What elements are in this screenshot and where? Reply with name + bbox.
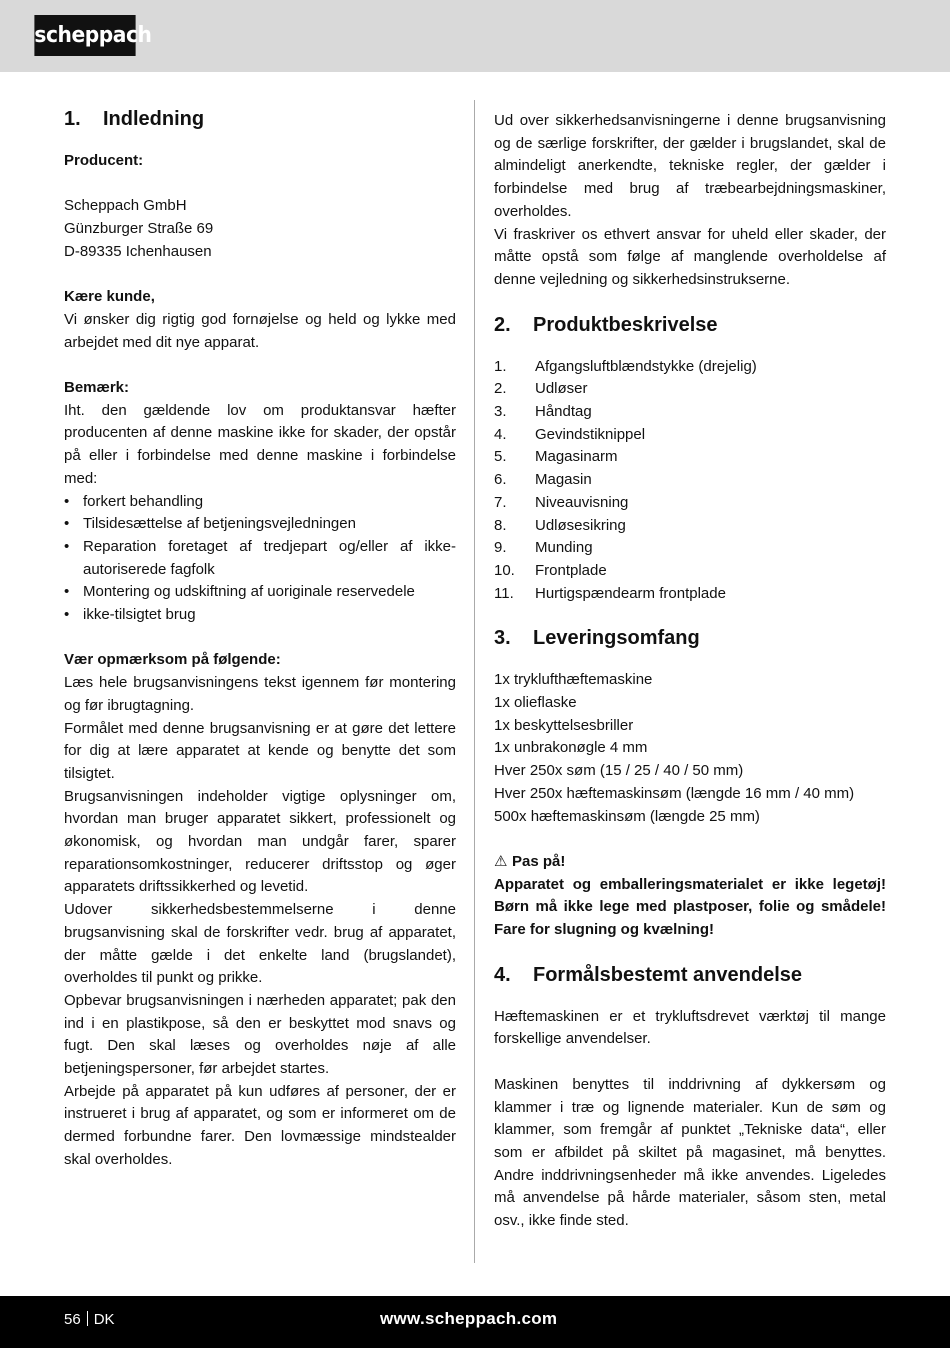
- section-heading-intended-use: [494, 962, 886, 988]
- list-item: 8. Udløsesikring: [494, 516, 626, 534]
- warning-label: Pas på!: [512, 852, 566, 870]
- section-number: 4.: [494, 963, 511, 986]
- intended-use-paragraph: Hæftemaskinen er et trykluftsdrevet værktøj til mange forskellige anvendelser.: [494, 1007, 886, 1048]
- page-footer: [0, 1296, 950, 1348]
- list-item: 7. Niveauvisning: [494, 493, 629, 511]
- website-url: www.scheppach.com: [380, 1309, 558, 1328]
- list-item: 10. Frontplade: [494, 561, 607, 579]
- liability-list: [64, 491, 456, 627]
- scheppach-logo: scheppach: [34, 15, 135, 56]
- section-title: Indledning: [103, 108, 205, 130]
- attention-paragraph: Læs hele brugsanvisningens tekst igennem før montering og før ibrugtagning.: [64, 674, 456, 714]
- delivery-item: Hver 250x hæftemaskinsøm (længde 16 mm / 40 mm): [494, 784, 855, 802]
- parts-list: [494, 356, 886, 606]
- section-number: 2.: [494, 313, 511, 336]
- list-item: • ikke-tilsigtet brug: [64, 604, 456, 627]
- note-label: Bemærk:: [64, 378, 130, 396]
- attention-label: Vær opmærksom på følgende:: [64, 651, 281, 669]
- delivery-item: 1x olieflaske: [494, 694, 577, 712]
- section-title: Produktbeskrivelse: [533, 313, 718, 336]
- section-number: 1.: [64, 108, 81, 130]
- page-number: 56: [64, 1311, 81, 1328]
- section-number: 3.: [494, 627, 511, 650]
- warning-heading: [494, 851, 886, 874]
- list-item: 3. Håndtag: [494, 403, 592, 421]
- dear-customer-text: Vi ønsker dig rigtig god fornøjelse og held og lykke med arbejdet med dit nye apparat.: [64, 310, 456, 351]
- list-item: 6. Magasin: [494, 471, 592, 489]
- list-item: 4. Gevindstiknippel: [494, 425, 646, 443]
- list-item: • Reparation foretaget af tredjepart og/eller af ikke-autoriserede fagfolk: [64, 536, 456, 581]
- bullet-icon: •: [64, 583, 70, 601]
- intro-paragraph: Vi fraskriver os ethvert ansvar for uheld eller skader, der måtte opstå som følge af manglende overholdelse af denne vejledning og sikkerhedsinstrukserne.: [494, 225, 886, 288]
- left-column: [64, 100, 456, 1172]
- list-item: 9. Munding: [494, 539, 593, 557]
- list-item: • forkert behandling: [64, 491, 456, 514]
- bullet-icon: •: [64, 492, 70, 510]
- attention-paragraph: Arbejde på apparatet på kun udføres af personer, der er instrueret i brug af apparatet, og som er informeret om de dermed forbundne farer. Den lovmæssige mindstealder skal overholdes.: [64, 1082, 456, 1168]
- producer-line: Scheppach GmbH: [64, 197, 187, 215]
- delivery-item: 500x hæftemaskinsøm (længde 25 mm): [494, 807, 760, 825]
- producer-line: D-89335 Ichenhausen: [64, 242, 212, 260]
- page-header: [0, 0, 950, 72]
- bullet-icon: •: [64, 537, 70, 555]
- warning-triangle-icon: ⚠: [494, 852, 508, 870]
- column-divider: [474, 100, 475, 1263]
- bullet-icon: •: [64, 515, 70, 533]
- warning-text: Apparatet og emballeringsmaterialet er ikke legetøj! Børn må ikke lege med plastposer, folie og smådele! Fare for slugning og kvælning!: [494, 875, 886, 939]
- section-title: Formålsbestemt anvendelse: [533, 963, 802, 986]
- delivery-item: Hver 250x søm (15 / 25 / 40 / 50 mm): [494, 762, 744, 780]
- list-item: • Montering og udskiftning af uoriginale reservedele: [64, 581, 456, 604]
- list-item: • Tilsidesættelse af betjeningsvejledningen: [64, 513, 456, 536]
- page-indicator: [64, 1310, 115, 1330]
- intro-paragraph: Ud over sikkerhedsanvisningerne i denne brugsanvisning og de særlige forskrifter, der gælder i brugslandet, skal de almindeligt anerkendte, tekniske regler, der gælder i forbindelse med brug af træbearbejdningsmaskiner, overholdes.: [494, 112, 886, 220]
- list-item: 5. Magasinarm: [494, 448, 618, 466]
- attention-paragraph: Opbevar brugsanvisningen i nærheden apparatet; pak den ind i en plastikpose, så den er beskyttet mod snavs og fugt. Den skal læses og overholdes nøje af alle betjeningspersoner, før arbejdet startes.: [64, 991, 456, 1078]
- section-heading-introduction: [64, 106, 456, 132]
- producer-label: Producent:: [64, 152, 144, 169]
- bullet-icon: •: [64, 606, 70, 624]
- attention-paragraph: Formålet med denne brugsanvisning er at gøre det lettere for dig at lære apparatet at kende og benytte det som tilsigtet.: [64, 719, 456, 782]
- section-heading-product-description: [494, 312, 886, 338]
- list-item: 1. Afgangsluftblændstykke (drejelig): [494, 357, 757, 375]
- note-text: Iht. den gældende lov om produktansvar hæfter producenten af denne maskine ikke for skader, der opstår på eller i forbindelse med denne maskine i forbindelse med:: [64, 401, 456, 487]
- producer-line: Günzburger Straße 69: [64, 220, 214, 238]
- attention-paragraph: Udover sikkerhedsbestemmelserne i denne brugsanvisning skal de forskrifter vedr. brug af apparatet, der måtte gælde i det enkelte land (brugslandet), overholdes til punkt og prikke.: [64, 901, 456, 987]
- dear-customer-label: Kære kunde,: [64, 288, 155, 306]
- list-item: 11. Hurtigspændearm frontplade: [494, 584, 726, 602]
- delivery-item: 1x beskyttelsesbriller: [494, 716, 634, 734]
- right-column: [494, 110, 886, 1233]
- delivery-item: 1x tryklufthæftemaskine: [494, 671, 653, 689]
- section-heading-delivery: [494, 625, 886, 651]
- attention-paragraph: Brugsanvisningen indeholder vigtige oplysninger om, hvordan man bruger apparatet sikkert, professionelt og økonomisk, og hvordan man undgår farer, sparer reparationsomkostninger, reducerer driftsstop og øger apparatets driftssikkerhed og levetid.: [64, 787, 456, 896]
- intended-use-paragraph: Maskinen benyttes til inddrivning af dykkersøm og klammer i træ og lignende materialer. Kun de søm og klammer, som fremgår af punktet „Tekniske data“, eller som er afbildet på skiltet på magasinet, må benyttes. Andre inddrivningsenheder må ikke anvendes. Ligeledes må anvendelse på hårde materialer, såsom sten, metal osv., ikke finde sted.: [494, 1075, 886, 1230]
- list-item: 2. Udløser: [494, 380, 588, 398]
- section-title: Leveringsomfang: [533, 627, 700, 650]
- delivery-item: 1x unbrakonøgle 4 mm: [494, 739, 648, 757]
- footer-separator: [87, 1311, 88, 1326]
- language-code: DK: [93, 1311, 115, 1328]
